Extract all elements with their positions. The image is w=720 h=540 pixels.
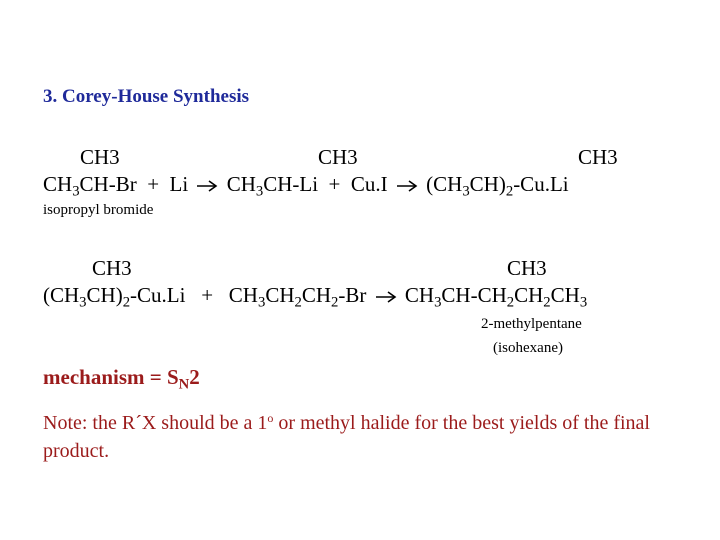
reagent-name: isopropyl bromide [43, 202, 154, 218]
right-arrow-icon [375, 290, 397, 304]
reaction-2-product: $CH_3CH-CH_2CH_2CH_3$ [404, 283, 588, 311]
section-title: 3. Corey-House Synthesis [43, 86, 250, 107]
reaction-2-line [43, 283, 587, 311]
product-common-name: (isohexane) [493, 340, 563, 356]
right-arrow-icon [196, 179, 218, 193]
reaction-1-line [43, 172, 569, 200]
branch-methyl-5: CH3 [507, 256, 547, 280]
reaction-1-intermediate: $CH_3CH-Li + Cu.I$ [226, 172, 388, 200]
note-text: Note: the R´X should be a 1$^o$ or methyl halide for the best yields of the final product. [43, 411, 650, 463]
branch-methyl-1: CH3 [80, 145, 120, 169]
branch-methyl-3: CH3 [578, 145, 618, 169]
reaction-1-product: $(CH_3CH)_2-Cu.Li$ [426, 172, 569, 200]
product-name: 2-methylpentane [481, 316, 582, 332]
right-arrow-icon [396, 179, 418, 193]
branch-methyl-2: CH3 [318, 145, 358, 169]
reaction-1-reactants: $CH_3CH-Br + Li$ [43, 172, 189, 200]
branch-methyl-4: CH3 [92, 256, 132, 280]
reaction-2-reactants: $(CH_3CH)_2-Cu.Li + CH_3CH_2CH_2-Br$ [43, 283, 367, 311]
mechanism-label: mechanism = $S_N2$ [43, 365, 200, 393]
